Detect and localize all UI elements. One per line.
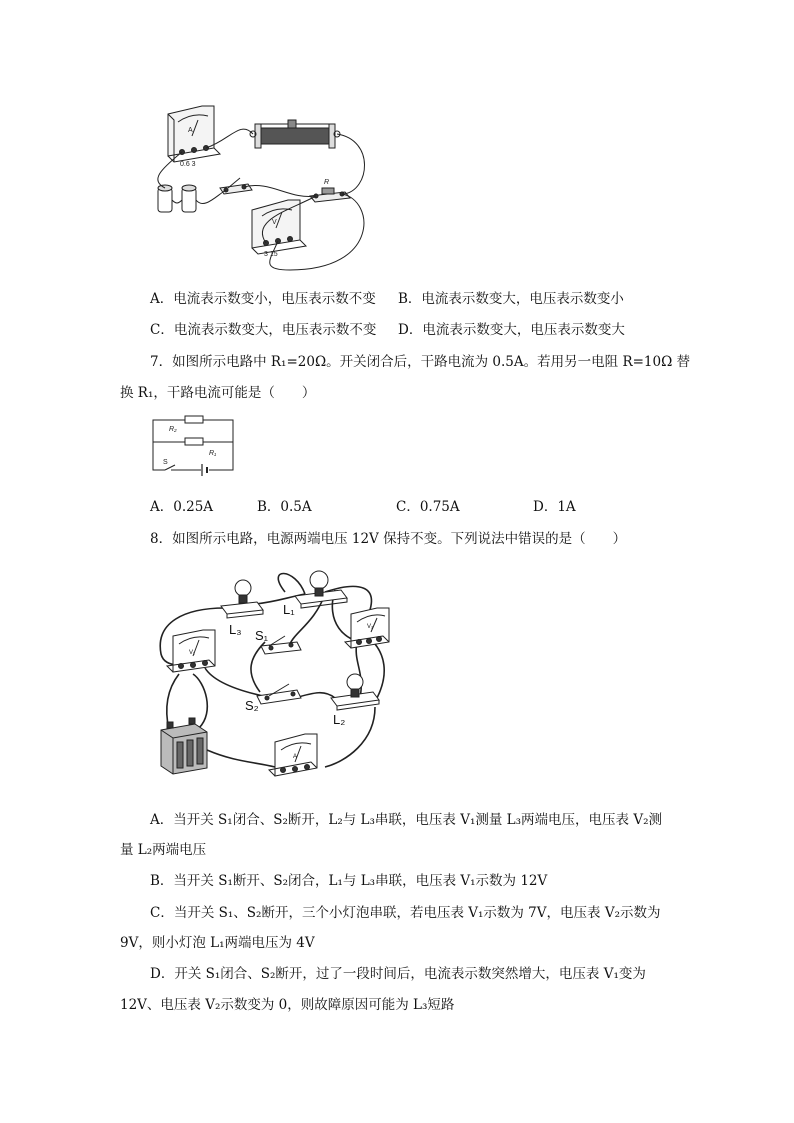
label-l3: L₃ — [229, 622, 242, 637]
label-r2: R₂ — [169, 426, 177, 433]
label-s2: S₂ — [245, 698, 259, 713]
label-a: A — [293, 754, 298, 760]
switch-s2 — [257, 684, 301, 704]
q8-option-a-line1: A．当开关 S₁闭合、S₂断开，L₂与 L₃串联，电压表 V₁测量 L₃两端电压，电压表 V₂测 — [150, 812, 662, 828]
voltmeter-symbol: V — [272, 219, 277, 226]
q8-option-d-line2: 12V、电压表 V₂示数变为 0，则故障原因可能为 L₃短路 — [120, 997, 455, 1013]
label-s1: S₁ — [255, 628, 269, 643]
resistor-r1 — [185, 438, 203, 445]
lamp-l3 — [221, 580, 263, 618]
label-l1: L₁ — [283, 602, 295, 617]
ammeter-symbol: A — [188, 127, 193, 134]
q7-option-a: A．0.25A — [150, 499, 214, 515]
ammeter-scale: 0.6 3 — [180, 161, 196, 168]
q6-option-b: B．电流表示数变大，电压表示数变小 — [398, 291, 624, 307]
q6-circuit-figure — [140, 100, 390, 280]
q7-circuit-figure — [145, 412, 245, 482]
resistor-label: R — [324, 179, 330, 186]
rheostat — [250, 120, 340, 148]
resistor-r2 — [185, 416, 203, 423]
q8-option-c-line1: C．当开关 S₁、S₂断开，三个小灯泡串联，若电压表 V₁示数为 7V，电压表 V₂示数为 — [150, 905, 661, 921]
label-r1: R₁ — [209, 450, 217, 457]
battery-cells — [158, 185, 196, 212]
q8-option-b: B．当开关 S₁断开、S₂闭合，L₁与 L₃串联，电压表 V₁示数为 12V — [150, 873, 548, 889]
q8-option-c-line2: 9V，则小灯泡 L₁两端电压为 4V — [120, 935, 315, 951]
q7-stem-line1: 7．如图所示电路中 R₁=20Ω。开关闭合后，干路电流为 0.5A。若用另一电阻 R=10Ω 替 — [150, 354, 691, 370]
q6-option-c: C．电流表示数变大，电压表示数不变 — [150, 322, 377, 338]
label-v1: V₁ — [189, 650, 196, 656]
q8-stem: 8．如图所示电路，电源两端电压 12V 保持不变。下列说法中错误的是（ ） — [150, 531, 627, 547]
q7-battery — [201, 464, 209, 476]
label-l2: L₂ — [333, 712, 346, 727]
q7-option-d: D．1A — [533, 499, 576, 515]
ammeter — [168, 106, 220, 162]
voltmeter-scale: 3 15 — [264, 251, 278, 258]
label-v2: V₂ — [367, 624, 374, 630]
q7-option-b: B．0.5A — [257, 499, 312, 515]
q7-stem-line2: 换 R₁，干路电流可能是（ ） — [120, 385, 316, 401]
q6-option-d: D．电流表示数变大，电压表示数变大 — [398, 322, 625, 338]
q7-option-c: C．0.75A — [396, 499, 460, 515]
resistor-r — [310, 188, 350, 202]
q8-option-a-line2: 量 L₂两端电压 — [120, 842, 207, 858]
label-s: S — [163, 459, 168, 466]
q6-option-a: A．电流表示数变小，电压表示数不变 — [150, 291, 376, 307]
q8-circuit-figure — [145, 562, 405, 784]
lamp-l2 — [331, 674, 379, 710]
q8-option-d-line1: D．开关 S₁闭合、S₂断开，过了一段时间后，电流表示数突然增大，电压表 V₁变为 — [150, 966, 646, 982]
